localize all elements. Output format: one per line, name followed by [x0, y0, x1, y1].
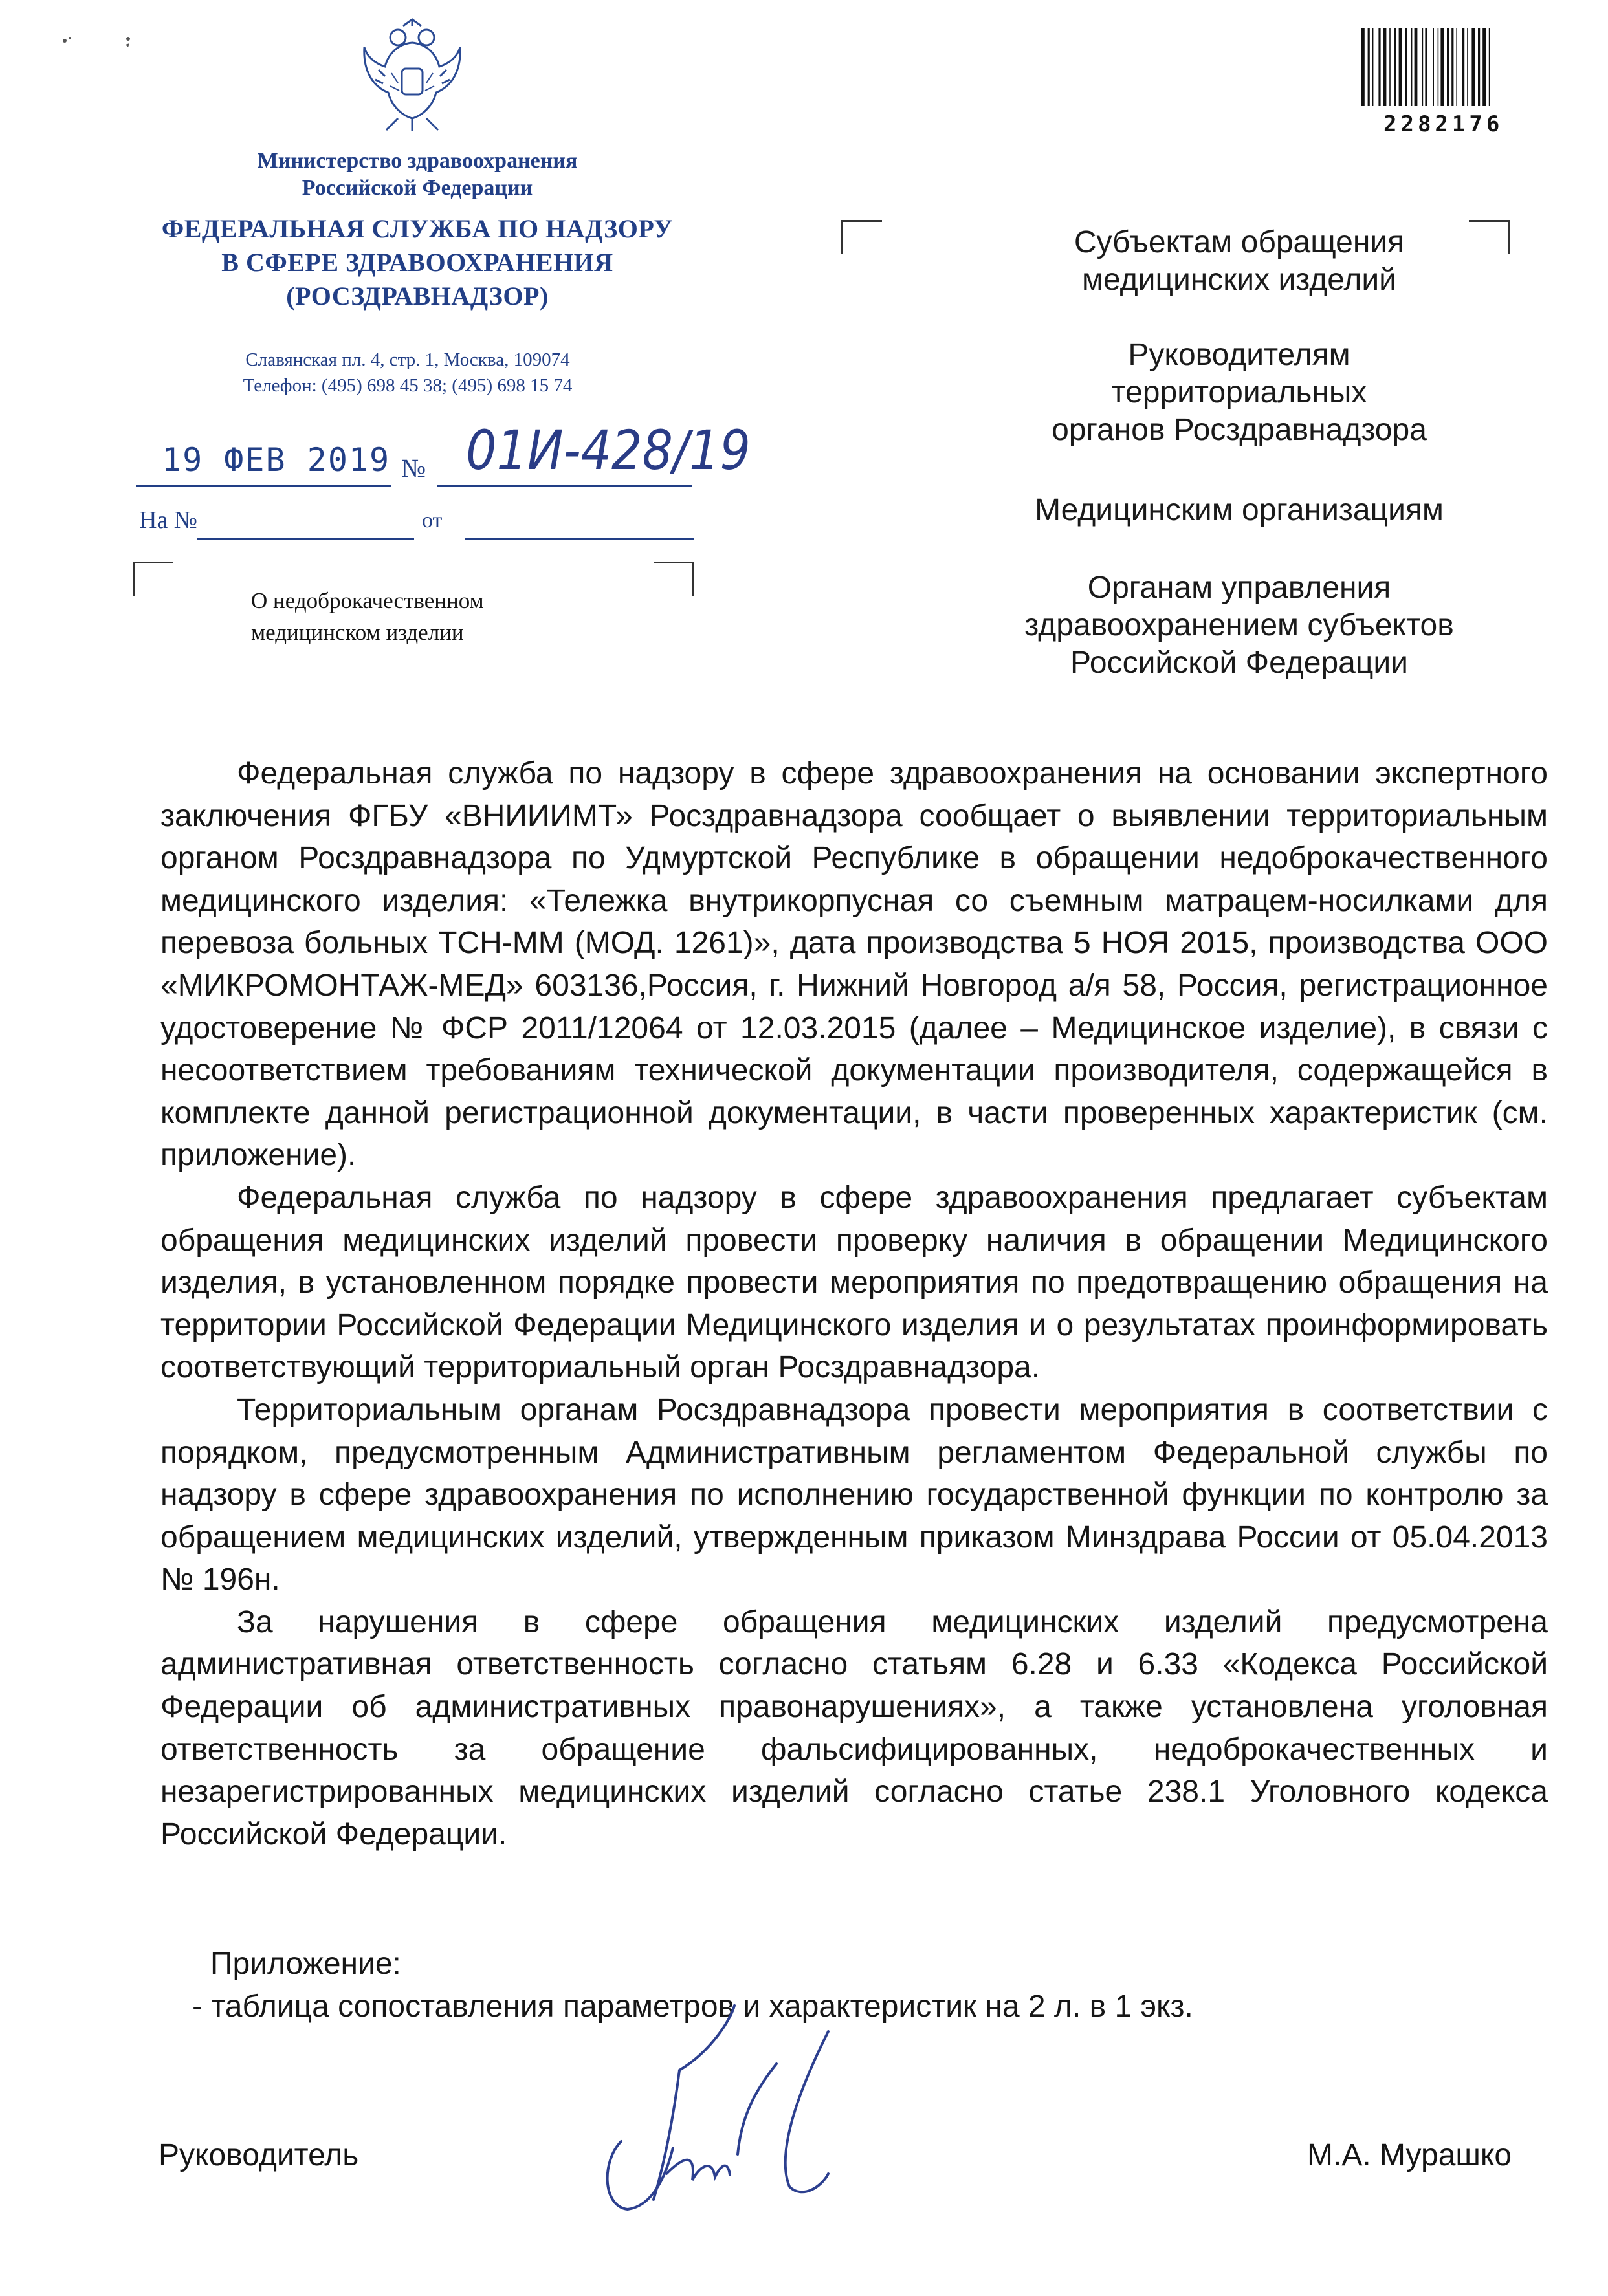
service-name: ФЕДЕРАЛЬНАЯ СЛУЖБА ПО НАДЗОРУ В СФЕРЕ ЗДРАВООХРАНЕНИЯ (РОСЗДРАВНАДЗОР): [161, 214, 674, 311]
handwritten-number: [453, 424, 776, 501]
body-paragraph: Федеральная служба по надзору в сфере здравоохранения на основании экспертного заключения ФГБУ «ВНИИИМТ» Росздравнадзора сообщает о выявлении территориальным органом Росздравнадзора по Удмуртской Республике в обращении недоброкачественного медицинского изделия: «Тележка внутрикорпусная со съемным матрацем-носилками для перевоза больных ТСН-ММ (МОД. 1261)», дата производства 5 НОЯ 2015, производства ООО «МИКРОМОНТАЖ-МЕД» 603136,Россия, г. Нижний Новгород а/я 58, Россия, регистрационное удостоверение № ФСР 2011/12064 от 12.03.2015 (далее – Медицинское изделие), в связи с несоответствием требованиям технической документации производителя, содержащейся в комплекте данной регистрационной документации, в части проверенных характеристик (см. приложение).: [160, 756, 1548, 1173]
reference-number-line: [197, 538, 414, 540]
reference-date-line: [465, 538, 694, 540]
number-underline: [437, 485, 692, 487]
registration-date-stamp: 19 ФЕВ 2019: [162, 441, 391, 479]
signatory-position: Руководитель: [159, 2138, 359, 2172]
letter-body: [160, 752, 1548, 1855]
addressee-block-3: Медицинским организациям: [1035, 493, 1444, 527]
addressee-block-4: Органам управления здравоохранением субъектов Российской Федерации: [1024, 571, 1454, 680]
signatory-name: М.А. Мурашко: [1307, 2138, 1512, 2172]
subject-corner-left: [133, 562, 173, 596]
barcode-number: 2282176: [1383, 111, 1504, 137]
body-paragraph: Федеральная служба по надзору в сфере здравоохранения предлагает субъектам обращения медицинских изделий провести проверку наличия в обращении Медицинского изделия, в установленном порядке провести мероприятия по предотвращению обращения на территории Российской Федерации Медицинского изделия и о результатах проинформировать соответствующий территориальный орган Росздравнадзора.: [160, 1180, 1548, 1385]
appendix-item: - таблица сопоставления параметров и характеристик на 2 л. в 1 экз.: [192, 1989, 1193, 2024]
barcode: [1359, 26, 1521, 113]
body-paragraph: Территориальным органам Росздравнадзора провести мероприятия в соответствии с порядком, предусмотренным Административным регламентом Федеральной службы по надзору в сфере здравоохранения по исполнению государственной функции по контролю за обращением медицинских изделий, утвержденным приказом Минздрава России от 05.04.2013 № 196н.: [160, 1392, 1548, 1597]
reference-from-label: от: [422, 508, 443, 532]
appendix-title: Приложение:: [210, 1947, 401, 1981]
addressee-block-2: Руководителям территориальных органов Росздравнадзора: [1052, 338, 1427, 447]
subject-corner-right: [654, 562, 694, 596]
number-sign: №: [401, 454, 426, 483]
reference-label: На №: [139, 507, 198, 534]
emblem-double-headed-eagle-icon: [359, 18, 466, 135]
addressee-block-1: Субъектам обращения медицинских изделий: [1074, 225, 1405, 297]
letter-subject: О недоброкачественном медицинском изделии: [251, 588, 484, 645]
addressee-corner-left: [841, 220, 882, 254]
handwritten-signature-icon: [582, 1993, 893, 2219]
body-paragraph: За нарушения в сфере обращения медицинских изделий предусмотрена административная ответственность согласно статьям 6.28 и 6.33 «Кодекса Российской Федерации об административных правонарушениях», а также установлена уголовная ответственность за обращение фальсифицированных, недоброкачественных и незарегистрированных медицинских изделий согласно статье 238.1 Уголовного кодекса Российской Федерации.: [160, 1604, 1548, 1852]
svg-text:01И-428/19: 01И-428/19: [466, 424, 751, 482]
date-underline: [136, 485, 391, 487]
scan-mark: [58, 29, 142, 55]
contact-address: Славянская пл. 4, стр. 1, Москва, 109074 Телефон: (495) 698 45 38; (495) 698 15 74: [243, 349, 573, 396]
ministry-name: Министерство здравоохранения Российской Федерации: [257, 149, 578, 200]
